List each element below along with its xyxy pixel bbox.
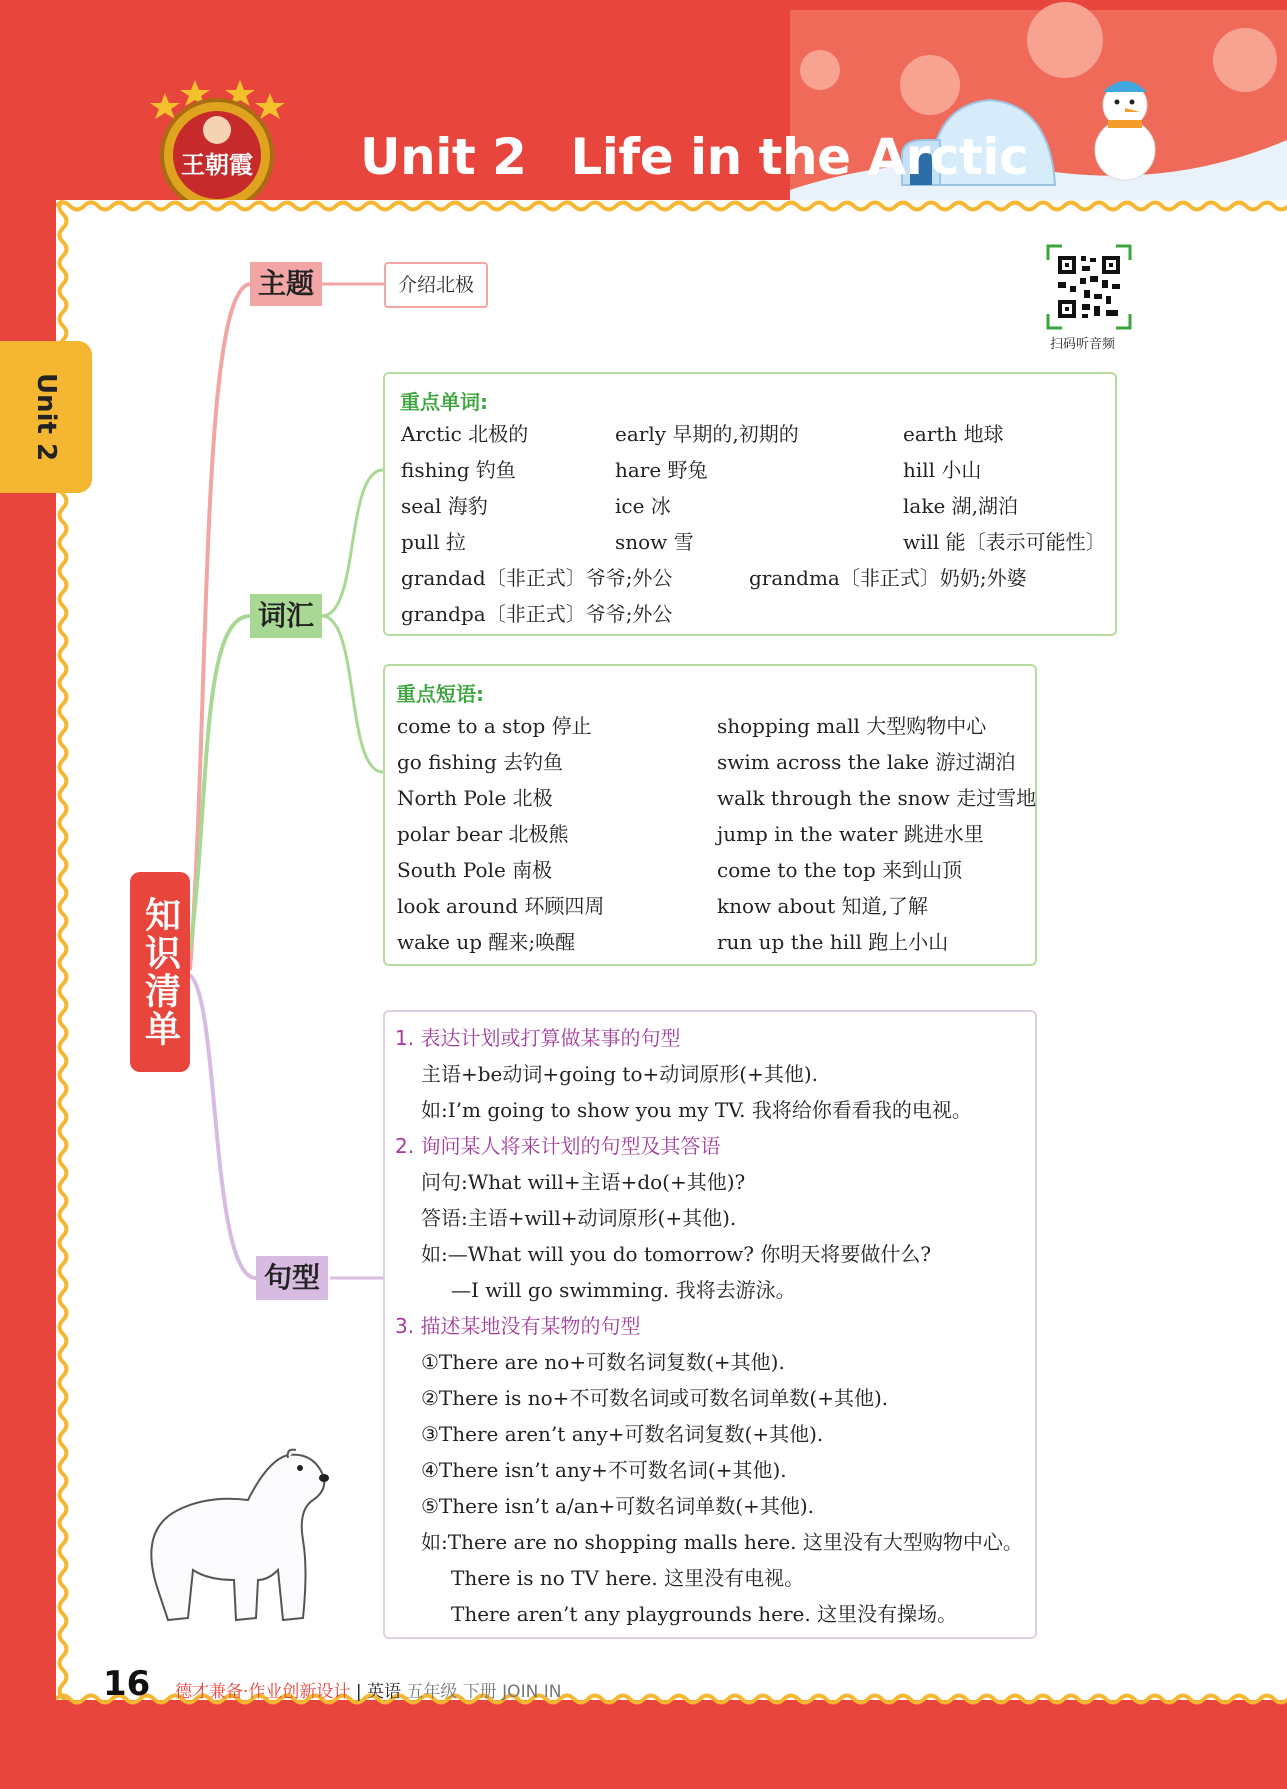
svg-text:王朝霞: 王朝霞 [181,150,253,179]
sentence-line: ①There are no+可数名词复数(+其他). [421,1350,785,1374]
polar-bear-icon [138,1440,338,1630]
word-item: lake 湖,湖泊 [903,494,1018,518]
key-words-box [383,372,1117,636]
word-item: seal 海豹 [401,494,488,518]
sentence-line: 如:I’m going to show you my TV. 我将给你看看我的电视。 [421,1098,972,1122]
phrase-item: look around 环顾四周 [397,894,605,918]
phrase-item: jump in the water 跳进水里 [717,822,984,846]
word-item: early 早期的,初期的 [615,422,799,446]
word-item: fishing 钓鱼 [401,458,516,482]
qr-code-icon[interactable] [1046,244,1132,330]
mindmap-center-node: 知识清单 [130,872,190,1072]
phrase-item: polar bear 北极熊 [397,822,569,846]
word-item: ice 冰 [615,494,671,518]
word-item: hill 小山 [903,458,982,482]
phrase-item: know about 知道,了解 [717,894,928,918]
sentence-section-heading: 2. 询问某人将来计划的句型及其答语 [395,1134,721,1158]
footer-volume: 下册 [462,1682,497,1702]
branch-vocabulary: 词汇 [250,594,322,638]
sentence-line: 主语+be动词+going to+动词原形(+其他). [421,1062,818,1086]
sentence-line: 如:—What will you do tomorrow? 你明天将要做什么? [421,1242,932,1266]
word-item: hare 野兔 [615,458,708,482]
sentence-section-heading: 3. 描述某地没有某物的句型 [395,1314,641,1338]
sentence-line: ④There isn’t any+不可数名词(+其他). [421,1458,787,1482]
word-item: pull 拉 [401,530,466,554]
phrase-item: come to a stop 停止 [397,714,592,738]
sentence-patterns-box [383,1010,1037,1639]
sentence-line: There aren’t any playgrounds here. 这里没有操场。 [451,1602,958,1626]
sentence-line: 答语:主语+will+动词原形(+其他). [421,1206,737,1230]
phrase-item: shopping mall 大型购物中心 [717,714,987,738]
branch-theme: 主题 [250,262,322,306]
footer-separator: | [355,1682,362,1702]
sentence-line: ③There aren’t any+可数名词复数(+其他). [421,1422,824,1446]
footer-grade: 五年级 [406,1682,458,1702]
key-phrases-heading: 重点短语: [396,682,484,706]
sentence-line: 问句:What will+主语+do(+其他)? [421,1170,746,1194]
phrase-item: North Pole 北极 [397,786,553,810]
phrase-item: wake up 醒来;唤醒 [397,930,576,954]
word-item: grandpa〔非正式〕爷爷;外公 [401,602,673,626]
footer-edition: JOIN IN [502,1682,562,1702]
footer-subject: 英语 [366,1682,401,1702]
qr-label: 扫码听音频 [1050,337,1116,352]
key-phrases-box [383,664,1037,966]
word-item: grandma〔非正式〕奶奶;外婆 [749,566,1027,590]
footer-series [175,1677,561,1702]
phrase-item: come to the top 来到山顶 [717,858,963,882]
key-words-heading: 重点单词: [400,390,488,414]
phrase-item: run up the hill 跑上小山 [717,930,949,954]
brand-logo [150,75,285,215]
sentence-line: ②There is no+不可数名词或可数名词单数(+其他). [421,1386,889,1410]
sentence-line: ⑤There isn’t a/an+可数名词单数(+其他). [421,1494,814,1518]
phrase-item: go fishing 去钓鱼 [397,750,564,774]
page-title: Unit 2 Life in the Arctic [360,128,1029,186]
phrase-item: swim across the lake 游过湖泊 [717,750,1016,774]
word-item: Arctic 北极的 [401,422,529,446]
branch-sentence-patterns: 句型 [256,1256,328,1300]
word-item: snow 雪 [615,530,694,554]
sentence-section-heading: 1. 表达计划或打算做某事的句型 [395,1026,681,1050]
footer-series-title: 德才兼备·作业创新设计 [175,1682,351,1702]
sentence-line: There is no TV here. 这里没有电视。 [451,1566,805,1590]
unit-side-tab-label: Unit 2 [31,372,61,462]
theme-content: 介绍北极 [384,262,488,308]
phrase-item: South Pole 南极 [397,858,553,882]
wavy-border-top [56,196,1287,216]
sentence-line: —I will go swimming. 我将去游泳。 [451,1278,796,1302]
sentence-line: 如:There are no shopping malls here. 这里没有大型购物中心。 [421,1530,1023,1554]
word-item: grandad〔非正式〕爷爷;外公 [401,566,673,590]
page-number: 16 [103,1664,151,1704]
word-item: will 能〔表示可能性〕 [903,530,1106,554]
phrase-item: walk through the snow 走过雪地 [717,786,1037,810]
word-item: earth 地球 [903,422,1004,446]
